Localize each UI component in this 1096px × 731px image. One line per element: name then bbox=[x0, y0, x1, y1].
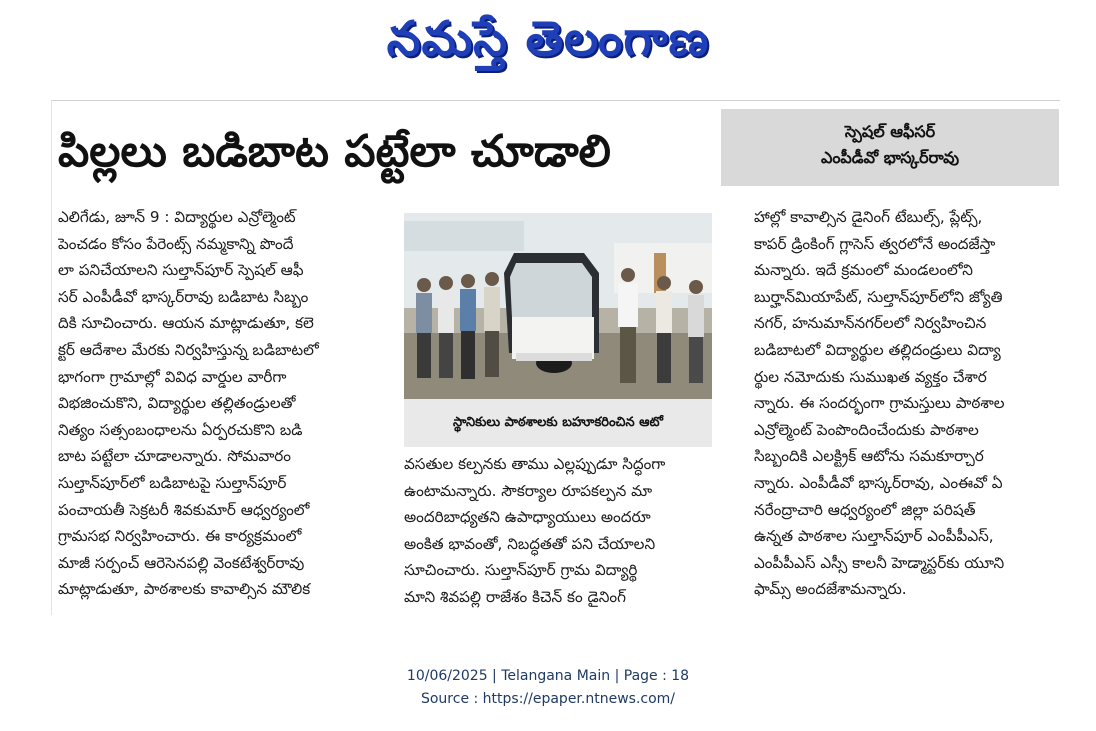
article-column-middle bbox=[404, 451, 712, 611]
text-line: సిబ్బందికి ఎలక్ట్రిక్ ఆటోను సమకూర్చార bbox=[754, 447, 984, 466]
subheading-box bbox=[721, 109, 1059, 186]
text-line: మాని శివపల్లి రాజేశం కిచెన్ కం డైనింగ్ bbox=[404, 587, 626, 606]
footer-date-edition: 10/06/2025 | Telangana Main | Page : 18 bbox=[406, 668, 690, 684]
masthead-logo: నమస్తే తెలంగాణ bbox=[386, 11, 710, 67]
text-line: క్టర్ ఆదేశాల మేరకు నిర్వహిస్తున్న బడిబాటలో bbox=[58, 340, 319, 359]
text-line: బడిబాటలో విద్యార్థుల తల్లిదండ్రులు విద్యా bbox=[754, 340, 1001, 359]
text-line: మాజీ సర్పంచ్ ఆరెసెనపల్లి వెంకటేశ్వర్‌రావు bbox=[58, 553, 305, 572]
text-line: గ్రామసభ నిర్వహించారు. ఈ కార్యక్రమంలో bbox=[58, 527, 302, 546]
text-line: బుర్హాన్‌మియాపేట్, సుల్తాన్‌పూర్‌లోని జ్యోతి bbox=[754, 287, 1003, 306]
text-line: అంకిత భావంతో, నిబద్ధతతో పని చేయాలని bbox=[404, 534, 656, 553]
text-line: సూచించారు. సుల్తాన్‌పూర్ గ్రామ విద్యార్థి bbox=[404, 561, 638, 580]
top-divider bbox=[52, 100, 1060, 101]
photo-illustration bbox=[404, 213, 712, 399]
article-column-right bbox=[754, 204, 1060, 603]
photo-caption: స్థానికులు పాఠశాలకు బహూకరించిన ఆటో bbox=[404, 399, 712, 447]
text-line: విభజించుకొని, విద్యార్థుల తల్లితండ్రులతో bbox=[58, 394, 296, 413]
subheading-line-2: ఎంపీడీవో భాస్కర్‌రావు bbox=[820, 148, 960, 167]
text-line: దికి సూచించారు. ఆయన మాట్లాడుతూ, కలె bbox=[58, 314, 314, 333]
footer-source: Source : https://epaper.ntnews.com/ bbox=[420, 691, 676, 707]
text-line: మన్నారు. ఇదే క్రమంలో మండలంలోని bbox=[754, 261, 973, 280]
text-line: సుల్తాన్‌పూర్‌లో బడిబాటపై సుల్తాన్‌పూర్ bbox=[58, 473, 287, 492]
article-headline: పిల్లలు బడిబాట పట్టేలా చూడాలి bbox=[58, 126, 611, 177]
text-line: ఫామ్స్ అందజేశామన్నారు. bbox=[754, 580, 907, 599]
text-line: సర్ ఎంపీడీవో భాస్కర్‌రావు బడిబాట సిబ్బం bbox=[58, 287, 309, 306]
text-line: న్నారు. ఈ సందర్భంగా గ్రామస్తులు పాఠశాల bbox=[754, 394, 1005, 413]
text-line: ర్థుల నమోదుకు సుముఖత వ్యక్తం చేశార bbox=[754, 367, 987, 386]
text-line: నిత్యం సత్సంబంధాలను ఏర్పరచుకొని బడి bbox=[58, 420, 303, 439]
subheading-line-1: స్పెషల్ ఆఫీసర్ bbox=[844, 122, 936, 141]
text-line: కాపర్ డ్రింకింగ్ గ్లాసెస్ త్వరలోనే అందజేస్తా bbox=[754, 234, 996, 253]
text-line: ఎలిగేడు, జూన్ 9 : విద్యార్థుల ఎన్రోల్మెంట్ bbox=[58, 208, 296, 226]
text-line: లా పనిచేయాలని సుల్తాన్‌పూర్ స్పెషల్ ఆఫీ bbox=[58, 261, 304, 280]
text-line: ఎంపీపీఎస్ ఎస్సీ కాలనీ హెడ్మాస్టర్‌కు యూని bbox=[754, 553, 1005, 572]
text-line: ఉంటామన్నారు. సౌకర్యాల రూపకల్పన మా bbox=[404, 481, 653, 500]
text-line: న్నారు. ఎంపీడీవో భాస్కర్‌రావు, ఎంఈవో ఏ bbox=[754, 473, 1003, 492]
text-line: మాట్లాడుతూ, పాఠశాలకు కావాల్సిన మౌలిక bbox=[58, 580, 311, 599]
news-photo bbox=[404, 213, 712, 399]
text-line: నగర్, హనుమాన్‌నగర్‌లలో నిర్వహించిన bbox=[754, 314, 987, 333]
text-line: పంచాయతీ సెక్రటరీ శివకుమార్ ఆధ్వర్యంలో bbox=[58, 500, 310, 519]
text-line: వసతుల కల్పనకు తాము ఎల్లప్పుడూ సిద్ధంగా bbox=[404, 455, 666, 473]
text-line: బాట పట్టేలా చూడాలన్నారు. సోమవారం bbox=[58, 447, 291, 466]
text-line: పెంచడం కోసం పేరెంట్స్ నమ్మకాన్ని పొందే bbox=[58, 234, 294, 253]
text-line: హాల్లో కావాల్సిన డైనింగ్ టేబుల్స్, ప్లేట్స్, bbox=[754, 208, 983, 226]
article-column-left bbox=[58, 204, 364, 603]
text-line: అందరిబాధ్యతని ఉపాధ్యాయులు అందరూ bbox=[404, 508, 651, 527]
text-line: ఎన్రోల్మెంట్ పెంపొందించేందుకు పాఠశాల bbox=[754, 420, 979, 439]
text-line: భాగంగా గ్రామాల్లో వివిధ వార్డుల వారీగా bbox=[58, 367, 287, 386]
text-line: ఉన్నత పాఠశాల సుల్తాన్‌పూర్ ఎంపీపీఎస్, bbox=[754, 527, 994, 546]
left-divider bbox=[51, 100, 52, 615]
text-line: నరేంద్రాచారి ఆధ్వర్యంలో జిల్లా పరిషత్ bbox=[754, 500, 976, 519]
